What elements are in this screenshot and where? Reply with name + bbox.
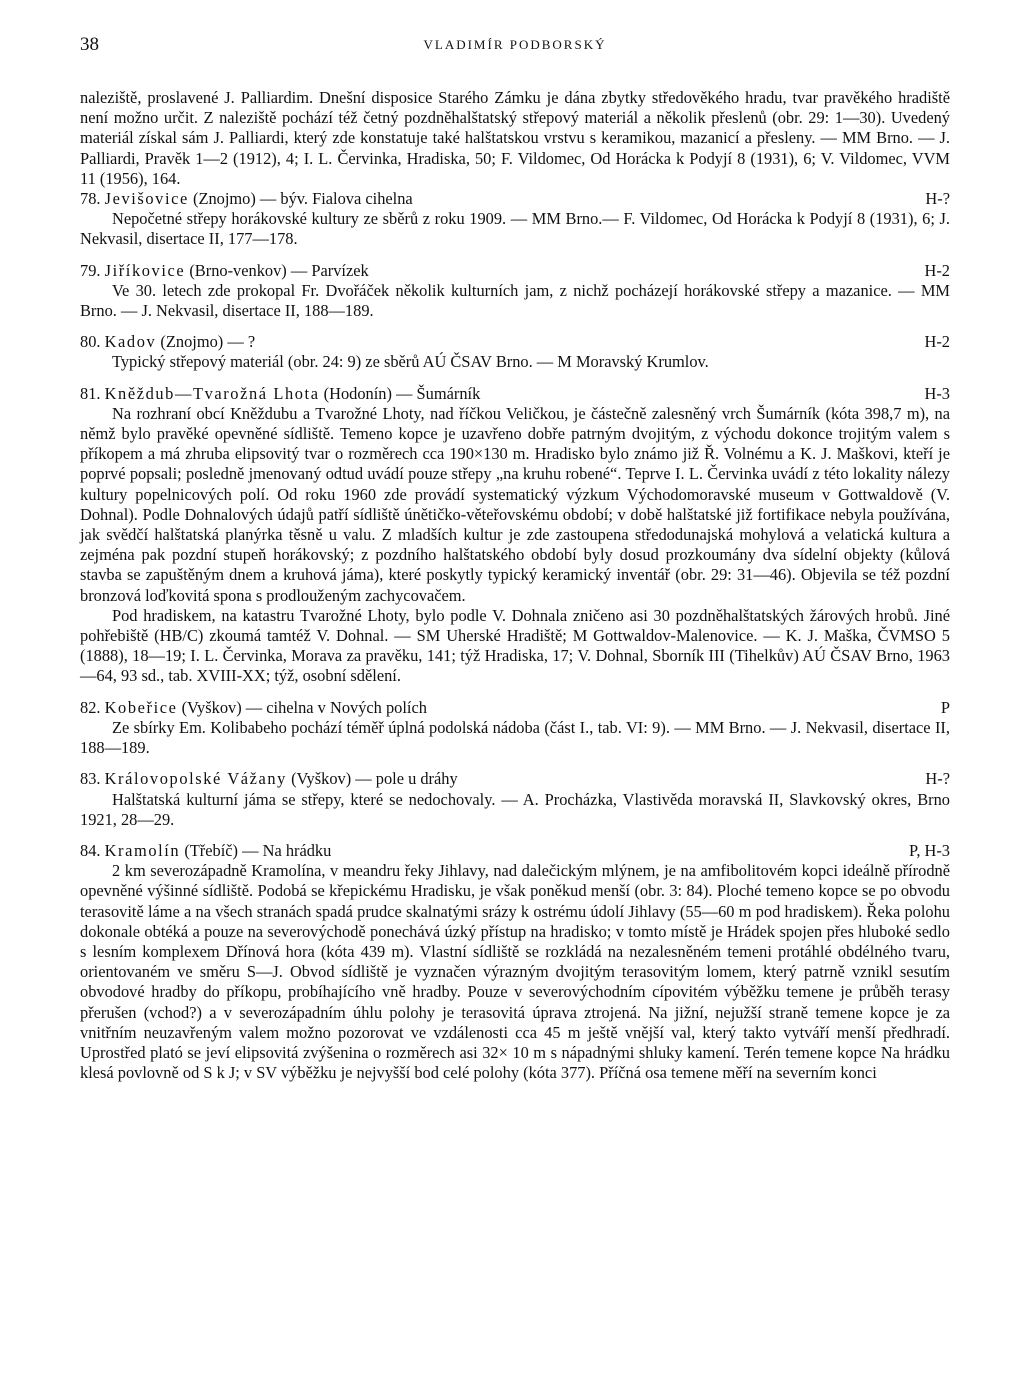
- site-location: (Vyškov) — pole u dráhy: [286, 769, 458, 789]
- entry-body: [80, 281, 950, 321]
- site-location: (Znojmo) — ?: [156, 332, 256, 352]
- entry-body: [80, 352, 950, 372]
- entry-number: 80.: [80, 332, 101, 352]
- site-name: Královopolské Vážany: [104, 769, 287, 789]
- entry-paragraph: 2 km severozápadně Kramolína, v meandru řeky Jihlavy, nad dalečickým mlýnem, je na amfibolitovém kopci ideálně přírodně opevněné výšinné sídliště. Podobá se křepickému Hradisku, je však poněkud menší (obr. 3: 84). Ploché temeno kopce se po obvodu terasovitě láme a na všech stranách spadá prudce skalnatými srázy k ostrému údolí Jihlavy (55—60 m pod hradiskem). Řeka polohu dokonale obtéká a pouze na severovýchodě ponechává úzký přístup na hradisko; v tomto místě je Hrádek spojen přes hluboké sedlo s lesním komplexem Dřínová hora (kóta 439 m). Vlastní sídliště se rozkládá na nezalesněném temeni protáhlé obdélného tvaru, orientovaném ve směru S—J. Obvod sídliště je vyznačen výrazným dvojitým terasovitým lomem, který patrně vznikl sesutím obvodové hradby do příkopu, probíhajícího vně hradby. Pouze v severovýchodním cípovitém výběžku temene je průběh terasy přerušen (vchod?) a v severozápadním úhlu polohy je terasovitá úprava ztrojená. Na jižní, nejužší straně temene kopce je za vnitřním neuzavřeným valem možno pozorovat ve vzdálenosti cca 45 m ještě vnější val, který takto vytváří menší předhradí. Uprostřed plató se jeví elipsovitá zvýšenina o rozměrech asi 32× 10 m s nápadnými shluky kamení. Terén temene kopce Na hrádku klesá povlovně od S k J; v SV výběžku je nejvyšší bod celé polohy (kóta 377). Příčná osa temene měří na severním konci: [80, 861, 950, 1083]
- running-head: VLADIMÍR PODBORSKÝ: [423, 37, 607, 52]
- site-location: (Znojmo) — býv. Fialova cihelna: [188, 189, 413, 209]
- site-location: (Vyškov) — cihelna v Nových polích: [177, 697, 427, 717]
- entry-paragraph: Nepočetné střepy horákovské kultury ze sběrů z roku 1909. — MM Brno.— F. Vildomec, Od Horácka k Podyjí 8 (1931), 6; J. Nekvasil, disertace II, 177—178.: [80, 209, 950, 249]
- page-body: [80, 88, 950, 1094]
- entry-paragraph: Pod hradiskem, na katastru Tvarožné Lhoty, bylo podle V. Dohnala zničeno asi 30 pozdněhalštatských žárových hrobů. Jiné pohřebiště (HB/C) zkoumá tamtéž V. Dohnal. — SM Uherské Hradiště; M Gottwaldov-Malenovice. — K. J. Maška, ČVMSO 5 (1888), 18—19; I. L. Červinka, Morava za pravěku, 141; týž Hradiska, 17; V. Dohnal, Sborník III (Tihelkův) AÚ ČSAV Brno, 1963—64, 93 sd., tab. XVIII-XX; týž, osobní sdělení.: [80, 605, 950, 686]
- entry-title: [80, 332, 913, 352]
- page-header: [80, 34, 950, 58]
- site-name: Kramolín: [104, 840, 181, 860]
- site-entry: [80, 769, 950, 830]
- entry-heading: [80, 841, 950, 861]
- entry-title: [80, 261, 913, 281]
- entry-paragraph: Typický střepový materiál (obr. 24: 9) ze sběrů AÚ ČSAV Brno. — M Moravský Krumlov.: [112, 352, 709, 372]
- culture-code: P: [940, 697, 950, 717]
- site-entry: [80, 189, 950, 250]
- culture-code: H-?: [925, 189, 950, 209]
- site-location: (Třebíč) — Na hrádku: [180, 840, 332, 860]
- site-entry: [80, 332, 950, 372]
- site-entry: [80, 261, 950, 322]
- entry-number: 84.: [80, 840, 101, 860]
- entry-heading: [80, 384, 950, 404]
- entry-body: [80, 790, 950, 830]
- intro-paragraph: naleziště, proslavené J. Palliardim. Dnešní disposice Starého Zámku je dána zbytky středověkého hradu, tvar pravěkého hradiště není možno určit. Z naleziště pochází též četný pozdněhalštatský střepový materiál a několik přeslenů (obr. 29: 1—30). Uvedený materiál získal sám J. Palliardi, který zde konstatuje také halštatskou vrstvu s keramikou, mazanicí a přesleny. — MM Brno. — J. Palliardi, Pravěk 1—2 (1912), 4; I. L. Červinka, Hradiska, 50; F. Vildomec, Od Horácka k Podyjí 8 (1931), 6; V. Vildomec, VVM 11 (1956), 164.: [80, 88, 950, 188]
- entry-number: 83.: [80, 769, 101, 789]
- site-name: Jiříkovice: [104, 260, 186, 280]
- entry-paragraph: Halštatská kulturní jáma se střepy, které se nedochovaly. — A. Procházka, Vlastivěda moravská II, Slavkovský okres, Brno 1921, 28—29.: [80, 789, 950, 829]
- site-entry: [80, 841, 950, 1083]
- entry-body: [80, 718, 950, 758]
- entry-paragraph: Ve 30. letech zde prokopal Fr. Dvořáček několik kulturních jam, z nichž pocházejí horákovské střepy a mazanice. — MM Brno. — J. Nekvasil, disertace II, 188—189.: [80, 280, 950, 321]
- site-location: (Brno-venkov) — Parvízek: [185, 260, 369, 280]
- entry-number: 81.: [80, 383, 101, 403]
- site-name: Kadov: [104, 332, 157, 352]
- entry-paragraph: Ze sbírky Em. Kolibabeho pochází téměř úplná podolská nádoba (část I., tab. VI: 9). — MM Brno. — J. Nekvasil, disertace II, 188—189.: [80, 717, 950, 758]
- site-name: Kněždub—Tvarožná Lhota: [104, 383, 320, 403]
- entry-title: [80, 841, 897, 861]
- culture-code: P, H-3: [909, 840, 950, 860]
- site-entries: [80, 189, 950, 1083]
- entry-heading: [80, 698, 950, 718]
- entry-number: 82.: [80, 697, 101, 717]
- entry-title: [80, 384, 913, 404]
- site-entry: [80, 384, 950, 687]
- entry-paragraph: Na rozhraní obcí Kněždubu a Tvarožné Lhoty, nad říčkou Veličkou, je částečně zalesněný vrch Šumárník (kóta 398,7 m), na němž bylo pravěké opevněné sídliště. Temeno kopce je uzavřeno dobře patrným dvojitým, z východu dokonce trojitým valem s příkopem a má zhruba elipsovitý tvar o rozměrech cca 190×130 m. Hradisko bylo známo již Ř. Volnému a K. J. Maškovi, kteří je poprvé popsali; posledně jmenovaný odtud uvádí pouze střepy „na kruhu robené“. Teprve I. L. Červinka uvádí z této lokality nálezy kultury popelnicových polí. Od roku 1960 zde provádí systematický výzkum Východomoravské museum v Gottwaldově (V. Dohnal). Podle Dohnalových údajů patří sídliště únětičko-věteřovskému období; v době halštatské již fortifikace nebyla používána, jak svědčí halštatská planýrka těsně u valu. Z mladších kultur je zde zastoupena středodunajská mohylová a velatická kultura a zejména pak pozdní stupeň horákovský; z pozdního halštatského období byly dosud prozkoumány dva sídelní objekty (kůlová stavba se zapuštěným dnem a kruhová jáma), které poskytly typický keramický inventář (obr. 29: 31—46). Objevila se též pozdní bronzová loďkovitá spona s prodlouženým zachycovačem.: [80, 403, 950, 605]
- culture-code: H-2: [924, 260, 950, 280]
- entry-heading: [80, 261, 950, 281]
- culture-code: H-2: [924, 332, 950, 352]
- entry-heading: [80, 769, 950, 789]
- page-number: 38: [80, 34, 99, 55]
- entry-body: [80, 209, 950, 249]
- entry-title: [80, 698, 929, 718]
- entry-heading: [80, 332, 950, 352]
- entry-number: 79.: [80, 260, 101, 280]
- site-name: Kobeřice: [104, 697, 178, 717]
- site-name: Jevišovice: [104, 189, 189, 209]
- culture-code: H-?: [925, 769, 950, 789]
- entry-title: [80, 189, 913, 209]
- entry-body: [80, 404, 950, 687]
- site-location: (Hodonín) — Šumárník: [319, 383, 481, 403]
- culture-code: H-3: [924, 383, 950, 403]
- entry-body: [80, 861, 950, 1083]
- site-entry: [80, 698, 950, 759]
- entry-number: 78.: [80, 189, 101, 209]
- entry-title: [80, 769, 913, 789]
- entry-heading: [80, 189, 950, 209]
